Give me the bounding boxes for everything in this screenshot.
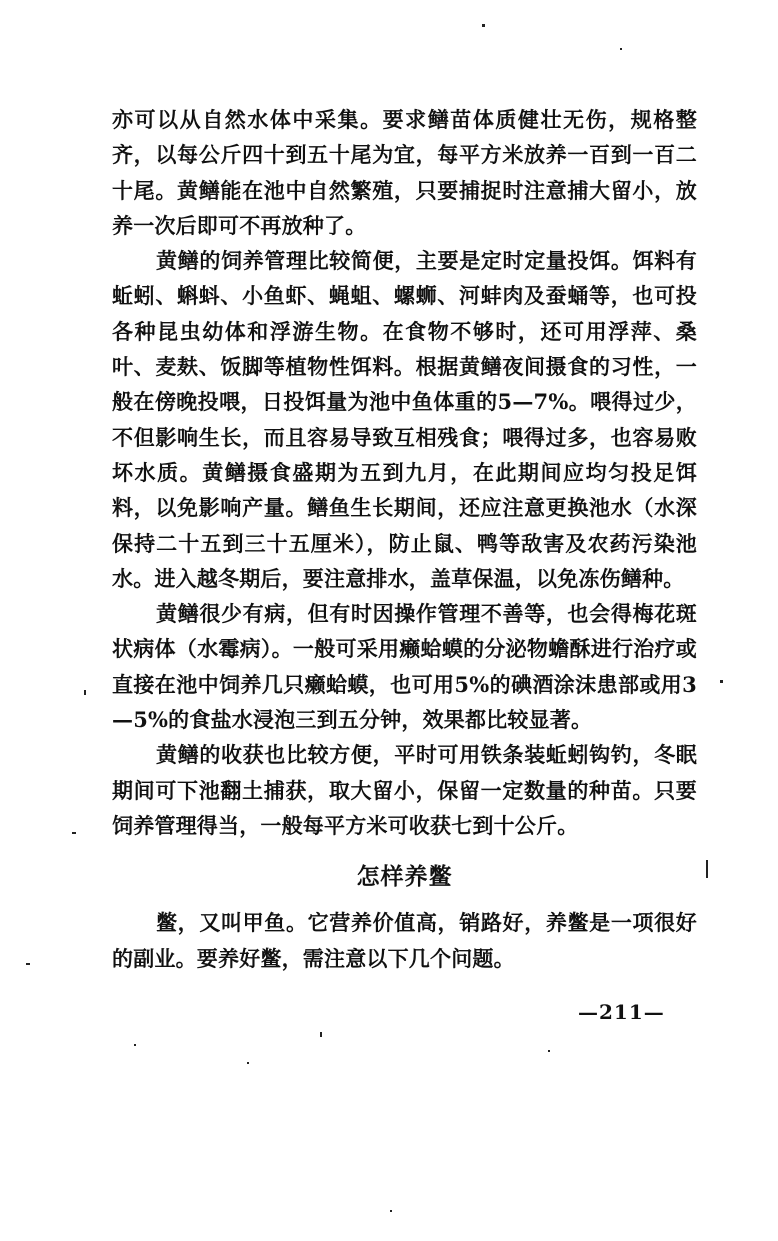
- scan-speck: [706, 860, 708, 878]
- paragraph-2: 黄鳝的饲养管理比较简便，主要是定时定量投饵。饵料有蚯蚓、蝌蚪、小鱼虾、蝇蛆、螺蛳、河蚌肉及蚕蛹等，也可投各种昆虫幼体和浮游生物。在食物不够时，还可用浮萍、桑叶、麦麸、饭脚等植物性饵料。根据黄鳝夜间摄食的习性，一般在傍晚投喂，日投饵量为池中鱼体重的5—7%。喂得过少，不但影响生长，而且容易导致互相残食；喂得过多，也容易败坏水质。黄鳝摄食盛期为五到九月，在此期间应均匀投足饵料，以免影响产量。鳝鱼生长期间，还应注意更换池水（水深保持二十五到三十五厘米），防止鼠、鸭等敌害及农药污染池水。进入越冬期后，要注意排水，盖草保温，以免冻伤鳝种。: [112, 248, 697, 591]
- paragraph-4: 黄鳝的收获也比较方便，平时可用铁条装蚯蚓钩钓，冬眠期间可下池翻土捕获，取大留小，保留一定数量的种苗。只要饲养管理得当，一般每平方米可收获七到十公斤。: [112, 742, 697, 838]
- scan-speck: [72, 832, 76, 834]
- page-body: [112, 102, 697, 976]
- paragraph-3: 黄鳝很少有病，但有时因操作管理不善等，也会得梅花斑状病体（水霉病）。一般可采用癞蛤蟆的分泌物蟾酥进行治疗或直接在池中饲养几只癞蛤蟆，也可用5%的碘酒涂沫患部或用3—5%的食盐水浸泡三到五分钟，效果都比较显著。: [112, 601, 697, 733]
- scan-speck: [247, 1062, 249, 1064]
- page-number: —211—: [578, 1000, 665, 1024]
- scan-speck: [134, 1044, 136, 1046]
- paragraph-1: 亦可以从自然水体中采集。要求鳝苗体质健壮无伤，规格整齐，以每公斤四十到五十尾为宜，每平方米放养一百到一百二十尾。黄鳝能在池中自然繁殖，只要捕捉时注意捕大留小，放养一次后即可不再放种了。: [112, 107, 697, 238]
- paragraph-5: 鳖，又叫甲鱼。它营养价值高，销路好，养鳖是一项很好的副业。要养好鳖，需注意以下几个问题。: [112, 910, 697, 971]
- scan-speck: [620, 48, 622, 50]
- section-heading: 怎样养鳖: [356, 863, 453, 891]
- scan-speck: [320, 1032, 322, 1037]
- scan-speck: [720, 680, 723, 683]
- scan-speck: [84, 690, 86, 695]
- scan-speck: [548, 1050, 550, 1052]
- scan-speck: [26, 963, 30, 965]
- scan-speck: [482, 24, 485, 27]
- scan-speck: [390, 1210, 392, 1212]
